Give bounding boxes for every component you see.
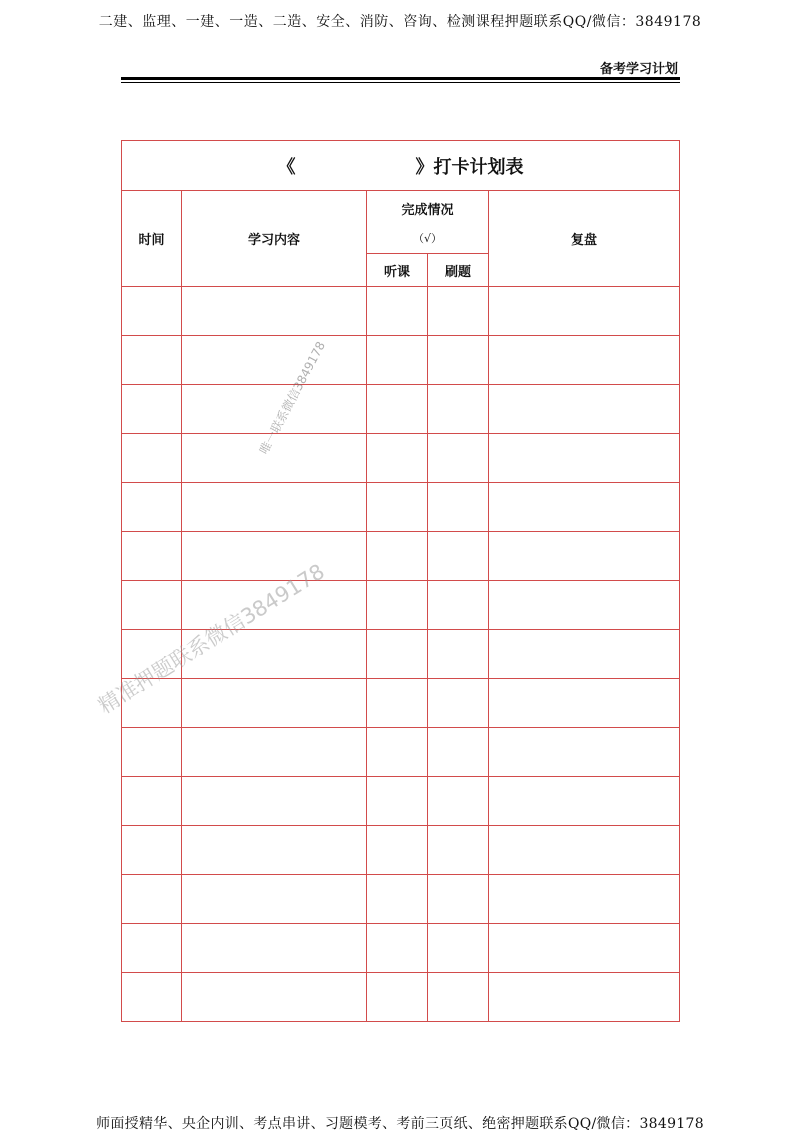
column-header-content: 学习内容 [182,191,367,287]
review-cell[interactable] [489,581,680,630]
time-cell[interactable] [122,287,182,336]
header-rule-thin [121,82,680,83]
time-cell[interactable] [122,777,182,826]
table-row [122,336,680,385]
time-cell[interactable] [122,434,182,483]
listen-cell[interactable] [367,973,428,1022]
practice-cell[interactable] [428,875,489,924]
content-cell[interactable] [182,777,367,826]
bottom-banner: 师面授精华、央企内训、考点串讲、习题模考、考前三页纸、绝密押题联系QQ/微信：3849178 [96,1116,704,1132]
table-row [122,728,680,777]
table-title-open: 《 [277,156,296,178]
practice-cell[interactable] [428,532,489,581]
review-cell[interactable] [489,728,680,777]
table-title [122,141,680,191]
listen-cell[interactable] [367,287,428,336]
listen-cell[interactable] [367,728,428,777]
content-cell[interactable] [182,875,367,924]
table-row [122,483,680,532]
table-row [122,385,680,434]
table-row [122,826,680,875]
time-cell[interactable] [122,336,182,385]
practice-cell[interactable] [428,287,489,336]
time-cell[interactable] [122,532,182,581]
time-cell[interactable] [122,973,182,1022]
content-cell[interactable] [182,924,367,973]
content-cell[interactable] [182,679,367,728]
review-cell[interactable] [489,924,680,973]
table-row [122,875,680,924]
header-rule-thick [121,77,680,80]
header-title: 备考学习计划 [599,62,678,77]
content-cell[interactable] [182,826,367,875]
table-row [122,532,680,581]
table-row [122,679,680,728]
listen-cell[interactable] [367,875,428,924]
column-header-listen: 听课 [367,254,428,287]
listen-cell[interactable] [367,336,428,385]
time-cell[interactable] [122,483,182,532]
review-cell[interactable] [489,679,680,728]
review-cell[interactable] [489,532,680,581]
listen-cell[interactable] [367,679,428,728]
watermark-small: 唯一联系微信3849178 [256,339,329,457]
content-cell[interactable] [182,728,367,777]
content-cell[interactable] [182,483,367,532]
review-cell[interactable] [489,385,680,434]
top-banner: 二建、监理、一建、一造、二造、安全、消防、咨询、检测课程押题联系QQ/微信：3849178 [98,14,702,30]
review-cell[interactable] [489,826,680,875]
practice-cell[interactable] [428,483,489,532]
table-row [122,434,680,483]
practice-cell[interactable] [428,630,489,679]
table-row [122,287,680,336]
time-cell[interactable] [122,924,182,973]
review-cell[interactable] [489,777,680,826]
practice-cell[interactable] [428,434,489,483]
practice-cell[interactable] [428,924,489,973]
content-cell[interactable] [182,973,367,1022]
listen-cell[interactable] [367,385,428,434]
practice-cell[interactable] [428,679,489,728]
table-row [122,581,680,630]
column-header-practice: 刷题 [428,254,489,287]
practice-cell[interactable] [428,336,489,385]
column-header-completion [367,191,489,254]
listen-cell[interactable] [367,924,428,973]
table-title-close: 》打卡计划表 [415,156,524,178]
listen-cell[interactable] [367,532,428,581]
review-cell[interactable] [489,336,680,385]
time-cell[interactable] [122,875,182,924]
content-cell[interactable] [182,336,367,385]
watermark-large: 精准押题联系微信3849178 [94,559,329,719]
column-header-review: 复盘 [489,191,680,287]
time-cell[interactable] [122,385,182,434]
check-mark-label: （√） [412,231,442,245]
listen-cell[interactable] [367,826,428,875]
practice-cell[interactable] [428,777,489,826]
table-row [122,777,680,826]
listen-cell[interactable] [367,630,428,679]
time-cell[interactable] [122,728,182,777]
listen-cell[interactable] [367,581,428,630]
listen-cell[interactable] [367,434,428,483]
time-cell[interactable] [122,581,182,630]
review-cell[interactable] [489,287,680,336]
practice-cell[interactable] [428,581,489,630]
content-cell[interactable] [182,532,367,581]
practice-cell[interactable] [428,385,489,434]
check-in-plan-table [121,140,680,1022]
listen-cell[interactable] [367,777,428,826]
review-cell[interactable] [489,434,680,483]
practice-cell[interactable] [428,826,489,875]
review-cell[interactable] [489,483,680,532]
content-cell[interactable] [182,287,367,336]
column-header-time: 时间 [122,191,182,287]
review-cell[interactable] [489,630,680,679]
table-row [122,973,680,1022]
practice-cell[interactable] [428,973,489,1022]
review-cell[interactable] [489,875,680,924]
listen-cell[interactable] [367,483,428,532]
review-cell[interactable] [489,973,680,1022]
table-row [122,924,680,973]
completion-label: 完成情况 [401,202,454,218]
practice-cell[interactable] [428,728,489,777]
time-cell[interactable] [122,826,182,875]
